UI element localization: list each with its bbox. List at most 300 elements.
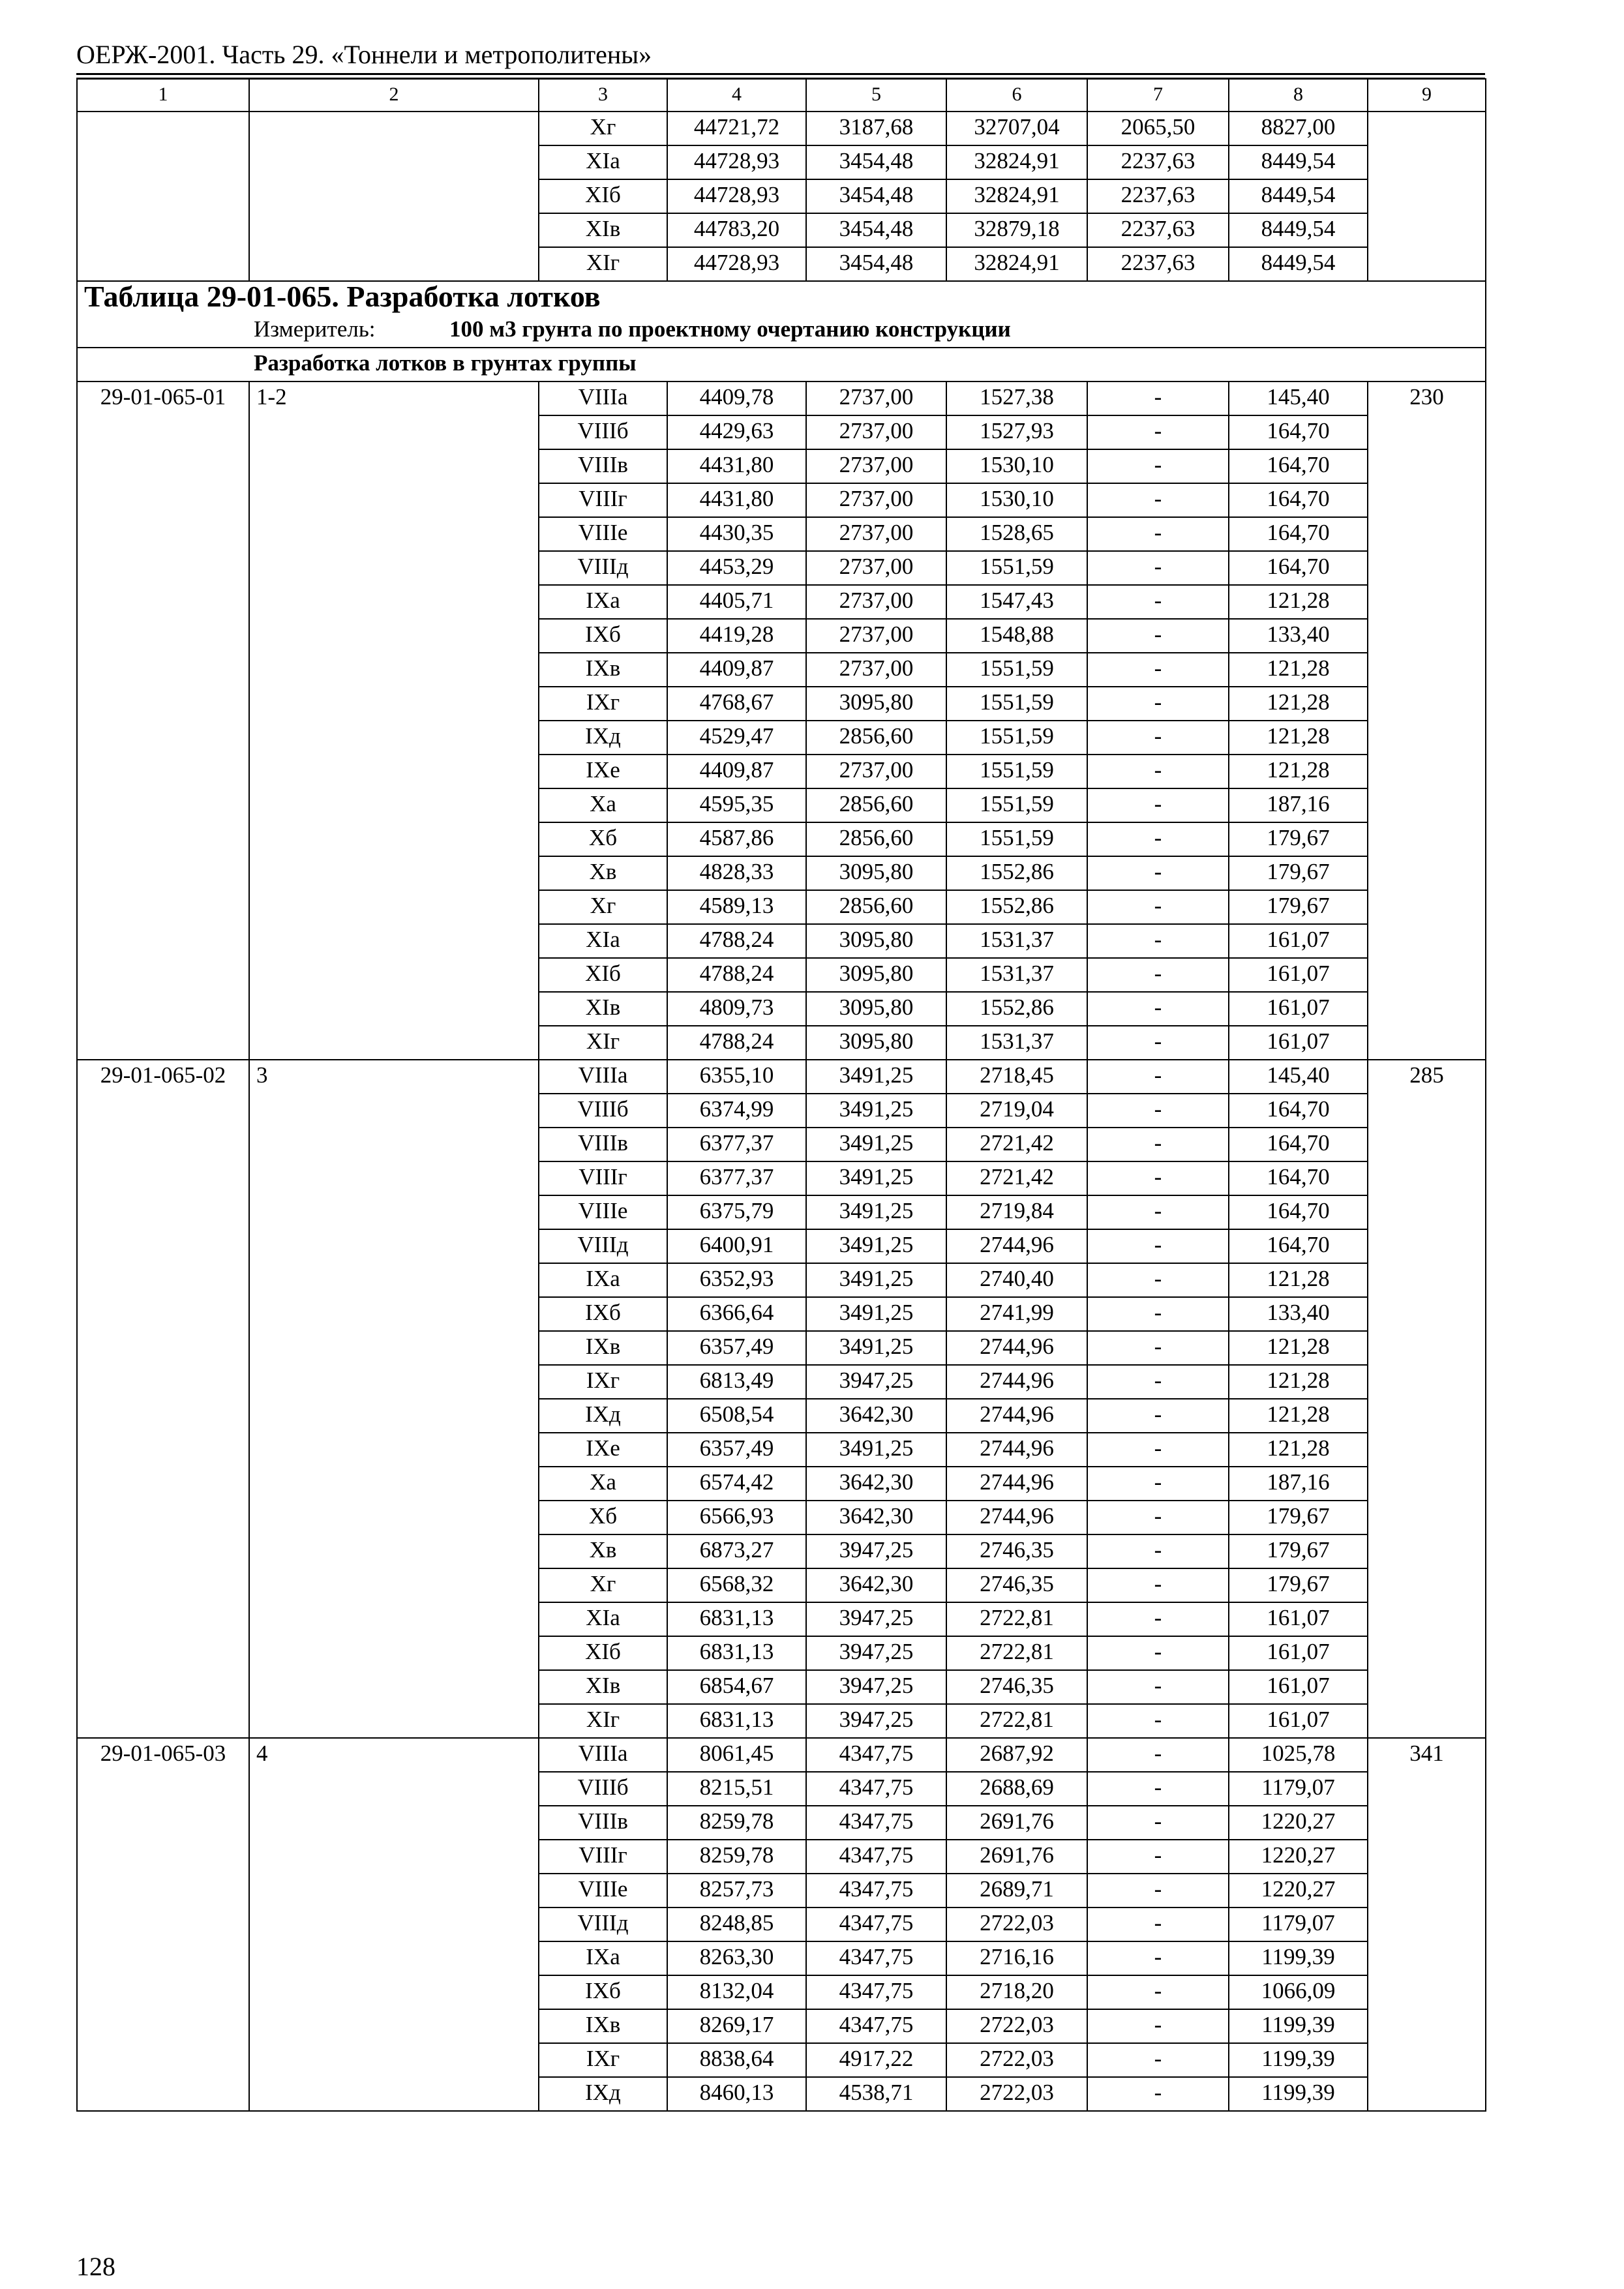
value-cell: - bbox=[1087, 1806, 1229, 1840]
value-cell: 4453,29 bbox=[667, 551, 806, 585]
value-cell: 4595,35 bbox=[667, 788, 806, 822]
value-cell: 1552,86 bbox=[946, 856, 1087, 890]
value-cell: 179,67 bbox=[1229, 822, 1368, 856]
value-cell: 4347,75 bbox=[806, 1908, 946, 1941]
value-cell: - bbox=[1087, 1602, 1229, 1636]
value-cell: - bbox=[1087, 1908, 1229, 1941]
table-row bbox=[77, 179, 1486, 213]
soil-category-cell: VIIIе bbox=[539, 517, 667, 551]
soil-category-cell: Xб bbox=[539, 822, 667, 856]
value-cell: - bbox=[1087, 1094, 1229, 1128]
value-cell: 8248,85 bbox=[667, 1908, 806, 1941]
value-cell: 4409,78 bbox=[667, 382, 806, 415]
value-cell: 3642,30 bbox=[806, 1568, 946, 1602]
value-cell: 2737,00 bbox=[806, 483, 946, 517]
value-cell: 2746,35 bbox=[946, 1568, 1087, 1602]
value-cell: 164,70 bbox=[1229, 1094, 1368, 1128]
value-cell: 161,07 bbox=[1229, 1026, 1368, 1060]
value-cell: 2737,00 bbox=[806, 415, 946, 449]
value-cell: 1531,37 bbox=[946, 958, 1087, 992]
column-number: 5 bbox=[806, 79, 946, 112]
soil-category-cell: XIв bbox=[539, 213, 667, 247]
soil-group: 4 bbox=[249, 1738, 539, 2111]
value-cell: 3947,25 bbox=[806, 1534, 946, 1568]
empty-cell bbox=[1368, 145, 1486, 179]
value-cell: 1552,86 bbox=[946, 992, 1087, 1026]
value-cell: 2237,63 bbox=[1087, 179, 1229, 213]
value-cell: 4809,73 bbox=[667, 992, 806, 1026]
value-cell: 2716,16 bbox=[946, 1941, 1087, 1975]
value-cell: - bbox=[1087, 2009, 1229, 2043]
value-cell: 2722,81 bbox=[946, 1602, 1087, 1636]
value-cell: 2737,00 bbox=[806, 382, 946, 415]
value-cell: 179,67 bbox=[1229, 1568, 1368, 1602]
value-cell: 3454,48 bbox=[806, 213, 946, 247]
soil-category-cell: VIIIг bbox=[539, 1840, 667, 1874]
empty-cell bbox=[249, 145, 539, 179]
value-cell: 2737,00 bbox=[806, 449, 946, 483]
value-cell: 179,67 bbox=[1229, 890, 1368, 924]
value-cell: 3491,25 bbox=[806, 1297, 946, 1331]
value-cell: 179,67 bbox=[1229, 1534, 1368, 1568]
value-cell: 2722,03 bbox=[946, 2077, 1087, 2111]
value-cell: 3095,80 bbox=[806, 1026, 946, 1060]
soil-category-cell: XIв bbox=[539, 1670, 667, 1704]
value-cell: 3491,25 bbox=[806, 1433, 946, 1467]
value-cell: 1552,86 bbox=[946, 890, 1087, 924]
value-cell: 8269,17 bbox=[667, 2009, 806, 2043]
soil-category-cell: IXв bbox=[539, 2009, 667, 2043]
empty-cell bbox=[77, 213, 249, 247]
col9-value: 341 bbox=[1368, 1738, 1486, 2111]
soil-category-cell: VIIIе bbox=[539, 1195, 667, 1229]
value-cell: 2737,00 bbox=[806, 551, 946, 585]
column-number: 4 bbox=[667, 79, 806, 112]
value-cell: 1527,93 bbox=[946, 415, 1087, 449]
value-cell: 8460,13 bbox=[667, 2077, 806, 2111]
empty-cell bbox=[249, 179, 539, 213]
value-cell: 187,16 bbox=[1229, 788, 1368, 822]
value-cell: 1220,27 bbox=[1229, 1874, 1368, 1908]
value-cell: 4768,67 bbox=[667, 687, 806, 721]
column-number: 9 bbox=[1368, 79, 1486, 112]
value-cell: 3491,25 bbox=[806, 1195, 946, 1229]
value-cell: 6352,93 bbox=[667, 1263, 806, 1297]
value-cell: - bbox=[1087, 653, 1229, 687]
value-cell: - bbox=[1087, 958, 1229, 992]
soil-category-cell: XIб bbox=[539, 179, 667, 213]
subheading-row bbox=[77, 348, 1486, 382]
value-cell: - bbox=[1087, 1534, 1229, 1568]
value-cell: - bbox=[1087, 585, 1229, 619]
value-cell: 4347,75 bbox=[806, 1874, 946, 1908]
value-cell: 121,28 bbox=[1229, 1331, 1368, 1365]
soil-category-cell: IXб bbox=[539, 1297, 667, 1331]
value-cell: - bbox=[1087, 992, 1229, 1026]
value-cell: 164,70 bbox=[1229, 449, 1368, 483]
soil-category-cell: IXг bbox=[539, 687, 667, 721]
value-cell: 2691,76 bbox=[946, 1806, 1087, 1840]
value-cell: 8259,78 bbox=[667, 1840, 806, 1874]
value-cell: 2687,92 bbox=[946, 1738, 1087, 1772]
value-cell: - bbox=[1087, 1738, 1229, 1772]
value-cell: 6831,13 bbox=[667, 1636, 806, 1670]
value-cell: 4347,75 bbox=[806, 1772, 946, 1806]
value-cell: 164,70 bbox=[1229, 483, 1368, 517]
value-cell: 2719,04 bbox=[946, 1094, 1087, 1128]
value-cell: 2746,35 bbox=[946, 1670, 1087, 1704]
value-cell: 161,07 bbox=[1229, 958, 1368, 992]
value-cell: 44783,20 bbox=[667, 213, 806, 247]
soil-category-cell: IXб bbox=[539, 619, 667, 653]
value-cell: 3491,25 bbox=[806, 1161, 946, 1195]
soil-category-cell: Xг bbox=[539, 890, 667, 924]
value-cell: 121,28 bbox=[1229, 653, 1368, 687]
value-cell: 6355,10 bbox=[667, 1060, 806, 1094]
soil-category-cell: IXв bbox=[539, 653, 667, 687]
value-cell: 4347,75 bbox=[806, 1806, 946, 1840]
soil-category-cell: XIа bbox=[539, 145, 667, 179]
soil-category-cell: IXд bbox=[539, 1399, 667, 1433]
value-cell: 1547,43 bbox=[946, 585, 1087, 619]
value-cell: 2718,45 bbox=[946, 1060, 1087, 1094]
value-cell: 2737,00 bbox=[806, 755, 946, 788]
value-cell: 161,07 bbox=[1229, 924, 1368, 958]
value-cell: 1220,27 bbox=[1229, 1806, 1368, 1840]
rate-code: 29-01-065-01 bbox=[77, 382, 249, 1060]
value-cell: - bbox=[1087, 1399, 1229, 1433]
value-cell: - bbox=[1087, 788, 1229, 822]
value-cell: 1551,59 bbox=[946, 551, 1087, 585]
value-cell: - bbox=[1087, 1501, 1229, 1534]
value-cell: - bbox=[1087, 1297, 1229, 1331]
value-cell: 4587,86 bbox=[667, 822, 806, 856]
value-cell: 1551,59 bbox=[946, 721, 1087, 755]
value-cell: 3491,25 bbox=[806, 1263, 946, 1297]
soil-category-cell: Xб bbox=[539, 1501, 667, 1534]
value-cell: 6357,49 bbox=[667, 1331, 806, 1365]
value-cell: 4431,80 bbox=[667, 449, 806, 483]
value-cell: - bbox=[1087, 1161, 1229, 1195]
value-cell: 4917,22 bbox=[806, 2043, 946, 2077]
soil-category-cell: VIIIа bbox=[539, 382, 667, 415]
soil-category-cell: IXа bbox=[539, 1263, 667, 1297]
value-cell: 121,28 bbox=[1229, 721, 1368, 755]
value-cell: 1551,59 bbox=[946, 653, 1087, 687]
value-cell: 8449,54 bbox=[1229, 213, 1368, 247]
column-number: 1 bbox=[77, 79, 249, 112]
value-cell: 1199,39 bbox=[1229, 2009, 1368, 2043]
value-cell: 8215,51 bbox=[667, 1772, 806, 1806]
value-cell: 4430,35 bbox=[667, 517, 806, 551]
empty-cell bbox=[249, 213, 539, 247]
value-cell: 4788,24 bbox=[667, 958, 806, 992]
value-cell: - bbox=[1087, 2077, 1229, 2111]
value-cell: 1527,38 bbox=[946, 382, 1087, 415]
value-cell: 2856,60 bbox=[806, 890, 946, 924]
value-cell: 2744,96 bbox=[946, 1331, 1087, 1365]
value-cell: - bbox=[1087, 1026, 1229, 1060]
empty-cell bbox=[249, 247, 539, 281]
soil-category-cell: IXа bbox=[539, 1941, 667, 1975]
value-cell: 2721,42 bbox=[946, 1128, 1087, 1161]
value-cell: 6813,49 bbox=[667, 1365, 806, 1399]
value-cell: 8827,00 bbox=[1229, 112, 1368, 145]
value-cell: 8061,45 bbox=[667, 1738, 806, 1772]
value-cell: 1199,39 bbox=[1229, 2043, 1368, 2077]
value-cell: 133,40 bbox=[1229, 619, 1368, 653]
value-cell: 121,28 bbox=[1229, 1433, 1368, 1467]
value-cell: 6831,13 bbox=[667, 1704, 806, 1738]
soil-category-cell: IXг bbox=[539, 1365, 667, 1399]
value-cell: 4788,24 bbox=[667, 1026, 806, 1060]
value-cell: 8838,64 bbox=[667, 2043, 806, 2077]
value-cell: 2237,63 bbox=[1087, 247, 1229, 281]
value-cell: 2722,03 bbox=[946, 2043, 1087, 2077]
soil-category-cell: Xг bbox=[539, 1568, 667, 1602]
value-cell: 164,70 bbox=[1229, 1161, 1368, 1195]
soil-category-cell: XIб bbox=[539, 958, 667, 992]
value-cell: - bbox=[1087, 382, 1229, 415]
soil-category-cell: XIг bbox=[539, 247, 667, 281]
value-cell: - bbox=[1087, 1433, 1229, 1467]
value-cell: 1551,59 bbox=[946, 788, 1087, 822]
empty-cell bbox=[77, 247, 249, 281]
value-cell: 3095,80 bbox=[806, 992, 946, 1026]
value-cell: 44728,93 bbox=[667, 247, 806, 281]
soil-category-cell: VIIIе bbox=[539, 1874, 667, 1908]
value-cell: 2737,00 bbox=[806, 619, 946, 653]
subheading: Разработка лотков в грунтах группы bbox=[77, 348, 1486, 382]
value-cell: 2237,63 bbox=[1087, 213, 1229, 247]
rate-code: 29-01-065-02 bbox=[77, 1060, 249, 1738]
table-row bbox=[77, 213, 1486, 247]
value-cell: 6508,54 bbox=[667, 1399, 806, 1433]
value-cell: 1025,78 bbox=[1229, 1738, 1368, 1772]
value-cell: - bbox=[1087, 890, 1229, 924]
soil-category-cell: XIб bbox=[539, 1636, 667, 1670]
value-cell: 3095,80 bbox=[806, 856, 946, 890]
value-cell: 2856,60 bbox=[806, 788, 946, 822]
value-cell: 2689,71 bbox=[946, 1874, 1087, 1908]
value-cell: 4347,75 bbox=[806, 1941, 946, 1975]
soil-group: 3 bbox=[249, 1060, 539, 1738]
value-cell: 1548,88 bbox=[946, 619, 1087, 653]
value-cell: 1066,09 bbox=[1229, 1975, 1368, 2009]
soil-category-cell: IXд bbox=[539, 721, 667, 755]
value-cell: - bbox=[1087, 1263, 1229, 1297]
value-cell: 164,70 bbox=[1229, 1128, 1368, 1161]
value-cell: 121,28 bbox=[1229, 1263, 1368, 1297]
value-cell: 2744,96 bbox=[946, 1399, 1087, 1433]
value-cell: 4431,80 bbox=[667, 483, 806, 517]
column-number-row bbox=[77, 79, 1486, 112]
value-cell: 1199,39 bbox=[1229, 2077, 1368, 2111]
value-cell: 3947,25 bbox=[806, 1602, 946, 1636]
value-cell: 121,28 bbox=[1229, 755, 1368, 788]
column-number: 8 bbox=[1229, 79, 1368, 112]
value-cell: - bbox=[1087, 1874, 1229, 1908]
value-cell: - bbox=[1087, 1195, 1229, 1229]
meter-value: 100 м3 грунта по проектному очертанию конструкции bbox=[449, 316, 1011, 342]
rate-code: 29-01-065-03 bbox=[77, 1738, 249, 2111]
value-cell: 179,67 bbox=[1229, 856, 1368, 890]
value-cell: 161,07 bbox=[1229, 1670, 1368, 1704]
soil-group: 1-2 bbox=[249, 382, 539, 1060]
value-cell: - bbox=[1087, 721, 1229, 755]
value-cell: 164,70 bbox=[1229, 1195, 1368, 1229]
value-cell: 161,07 bbox=[1229, 1704, 1368, 1738]
value-cell: - bbox=[1087, 619, 1229, 653]
value-cell: 133,40 bbox=[1229, 1297, 1368, 1331]
value-cell: - bbox=[1087, 1467, 1229, 1501]
value-cell: 1179,07 bbox=[1229, 1908, 1368, 1941]
value-cell: 4788,24 bbox=[667, 924, 806, 958]
value-cell: - bbox=[1087, 856, 1229, 890]
value-cell: 2737,00 bbox=[806, 517, 946, 551]
value-cell: 2691,76 bbox=[946, 1840, 1087, 1874]
value-cell: 4429,63 bbox=[667, 415, 806, 449]
value-cell: 145,40 bbox=[1229, 382, 1368, 415]
value-cell: 1551,59 bbox=[946, 687, 1087, 721]
value-cell: 164,70 bbox=[1229, 551, 1368, 585]
value-cell: 3491,25 bbox=[806, 1128, 946, 1161]
value-cell: - bbox=[1087, 1636, 1229, 1670]
value-cell: - bbox=[1087, 1704, 1229, 1738]
value-cell: 2741,99 bbox=[946, 1297, 1087, 1331]
soil-category-cell: VIIIг bbox=[539, 483, 667, 517]
value-cell: 161,07 bbox=[1229, 992, 1368, 1026]
value-cell: 3095,80 bbox=[806, 687, 946, 721]
value-cell: 121,28 bbox=[1229, 1365, 1368, 1399]
soil-category-cell: IXе bbox=[539, 1433, 667, 1467]
empty-cell bbox=[1368, 247, 1486, 281]
value-cell: 4405,71 bbox=[667, 585, 806, 619]
rates-table bbox=[76, 78, 1486, 2112]
value-cell: - bbox=[1087, 1772, 1229, 1806]
soil-category-cell: VIIIб bbox=[539, 1772, 667, 1806]
value-cell: 164,70 bbox=[1229, 415, 1368, 449]
col9-value: 285 bbox=[1368, 1060, 1486, 1738]
value-cell: 6377,37 bbox=[667, 1161, 806, 1195]
value-cell: 3454,48 bbox=[806, 145, 946, 179]
value-cell: 4538,71 bbox=[806, 2077, 946, 2111]
soil-category-cell: IXб bbox=[539, 1975, 667, 2009]
value-cell: 44728,93 bbox=[667, 179, 806, 213]
value-cell: - bbox=[1087, 1229, 1229, 1263]
value-cell: - bbox=[1087, 1568, 1229, 1602]
value-cell: 1199,39 bbox=[1229, 1941, 1368, 1975]
value-cell: 2722,81 bbox=[946, 1636, 1087, 1670]
value-cell: 8449,54 bbox=[1229, 145, 1368, 179]
value-cell: 3454,48 bbox=[806, 179, 946, 213]
meter-label: Измеритель: bbox=[254, 316, 376, 342]
value-cell: - bbox=[1087, 755, 1229, 788]
soil-category-cell: XIа bbox=[539, 924, 667, 958]
table-row bbox=[77, 145, 1486, 179]
value-cell: 2237,63 bbox=[1087, 145, 1229, 179]
value-cell: 3947,25 bbox=[806, 1365, 946, 1399]
value-cell: 3095,80 bbox=[806, 924, 946, 958]
value-cell: 8259,78 bbox=[667, 1806, 806, 1840]
soil-category-cell: XIг bbox=[539, 1704, 667, 1738]
soil-category-cell: VIIIв bbox=[539, 1128, 667, 1161]
value-cell: 4409,87 bbox=[667, 755, 806, 788]
value-cell: 6854,67 bbox=[667, 1670, 806, 1704]
soil-category-cell: IXг bbox=[539, 2043, 667, 2077]
soil-category-cell: VIIIд bbox=[539, 551, 667, 585]
value-cell: 6400,91 bbox=[667, 1229, 806, 1263]
table-title-row bbox=[77, 281, 1486, 314]
value-cell: 1530,10 bbox=[946, 449, 1087, 483]
value-cell: 2719,84 bbox=[946, 1195, 1087, 1229]
value-cell: - bbox=[1087, 551, 1229, 585]
value-cell: 4409,87 bbox=[667, 653, 806, 687]
value-cell: 6377,37 bbox=[667, 1128, 806, 1161]
value-cell: 8449,54 bbox=[1229, 247, 1368, 281]
value-cell: 164,70 bbox=[1229, 517, 1368, 551]
value-cell: 4589,13 bbox=[667, 890, 806, 924]
value-cell: 121,28 bbox=[1229, 585, 1368, 619]
column-number: 6 bbox=[946, 79, 1087, 112]
soil-category-cell: XIв bbox=[539, 992, 667, 1026]
value-cell: 3491,25 bbox=[806, 1094, 946, 1128]
value-cell: 2744,96 bbox=[946, 1467, 1087, 1501]
soil-category-cell: Xв bbox=[539, 856, 667, 890]
value-cell: 2065,50 bbox=[1087, 112, 1229, 145]
value-cell: 32707,04 bbox=[946, 112, 1087, 145]
table-row bbox=[77, 247, 1486, 281]
value-cell: 6574,42 bbox=[667, 1467, 806, 1501]
soil-category-cell: VIIIа bbox=[539, 1060, 667, 1094]
value-cell: 4529,47 bbox=[667, 721, 806, 755]
soil-category-cell: XIг bbox=[539, 1026, 667, 1060]
value-cell: 32824,91 bbox=[946, 247, 1087, 281]
value-cell: 2722,81 bbox=[946, 1704, 1087, 1738]
value-cell: 4347,75 bbox=[806, 2009, 946, 2043]
value-cell: - bbox=[1087, 1840, 1229, 1874]
value-cell: 161,07 bbox=[1229, 1602, 1368, 1636]
empty-cell bbox=[1368, 213, 1486, 247]
value-cell: 4828,33 bbox=[667, 856, 806, 890]
value-cell: 8449,54 bbox=[1229, 179, 1368, 213]
value-cell: 2721,42 bbox=[946, 1161, 1087, 1195]
value-cell: 2744,96 bbox=[946, 1501, 1087, 1534]
soil-category-cell: IXе bbox=[539, 755, 667, 788]
value-cell: 3947,25 bbox=[806, 1636, 946, 1670]
value-cell: - bbox=[1087, 1331, 1229, 1365]
value-cell: 4419,28 bbox=[667, 619, 806, 653]
value-cell: - bbox=[1087, 924, 1229, 958]
soil-category-cell: IXа bbox=[539, 585, 667, 619]
value-cell: 1220,27 bbox=[1229, 1840, 1368, 1874]
value-cell: 3947,25 bbox=[806, 1670, 946, 1704]
soil-category-cell: Xг bbox=[539, 112, 667, 145]
value-cell: 1179,07 bbox=[1229, 1772, 1368, 1806]
empty-cell bbox=[77, 112, 249, 145]
value-cell: 1530,10 bbox=[946, 483, 1087, 517]
value-cell: 121,28 bbox=[1229, 687, 1368, 721]
empty-cell bbox=[249, 112, 539, 145]
value-cell: 121,28 bbox=[1229, 1399, 1368, 1433]
value-cell: 2688,69 bbox=[946, 1772, 1087, 1806]
value-cell: 2746,35 bbox=[946, 1534, 1087, 1568]
value-cell: 179,67 bbox=[1229, 1501, 1368, 1534]
value-cell: 3454,48 bbox=[806, 247, 946, 281]
column-number: 2 bbox=[249, 79, 539, 112]
value-cell: 3642,30 bbox=[806, 1501, 946, 1534]
value-cell: 3642,30 bbox=[806, 1467, 946, 1501]
